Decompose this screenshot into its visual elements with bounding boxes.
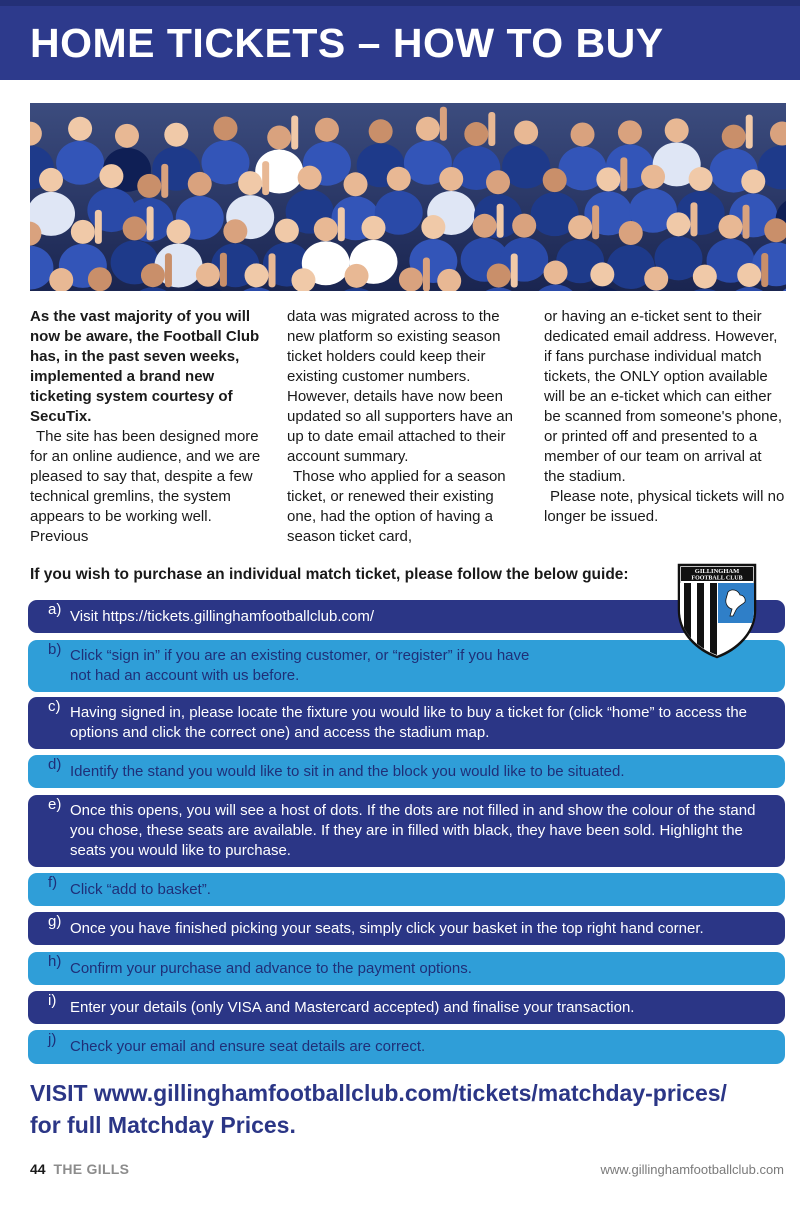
step-letter: h) xyxy=(48,953,62,970)
guide-step-a xyxy=(28,600,785,633)
step-text: Click “add to basket”. xyxy=(70,880,211,898)
guide-step-g xyxy=(28,912,785,945)
guide-step-d xyxy=(28,755,785,788)
article-paragraph: or having an e-ticket sent to their dedicated email address. However, if fans purchase individual match tickets, the ONLY option available will be an e-ticket which can either be scanned from someone's phone, or printed off and presented to a member of our team on arrival at the stadium. xyxy=(544,308,783,485)
step-text: Click “sign in” if you are an existing customer, or “register” if you have not had an account with us before. xyxy=(70,647,530,684)
crest-line-1: GILLINGHAM xyxy=(694,568,740,575)
crowd-photo-image xyxy=(30,103,786,291)
step-text: Enter your details (only VISA and Mastercard accepted) and finalise your transaction. xyxy=(70,998,635,1016)
crest-line-2: FOOTBALL CLUB xyxy=(691,575,743,582)
article-paragraph: Please note, physical tickets will no longer be issued. xyxy=(544,488,785,525)
step-text: Check your email and ensure seat details are correct. xyxy=(70,1038,426,1055)
article-column-3 xyxy=(544,307,786,527)
article-lead: As the vast majority of you will now be aware, the Football Club has, in the past seven weeks, implemented a brand new ticketing system courtesy of SecuTix. xyxy=(30,308,260,425)
visit-subline: for full Matchday Prices. xyxy=(30,1112,296,1138)
step-text: Having signed in, please locate the fixture you would like to buy a ticket for (click “home” to access the options and click the correct one) and access the stadium map. xyxy=(70,704,747,741)
footer-website[interactable]: www.gillinghamfootballclub.com xyxy=(600,1162,784,1177)
page-number: 44 xyxy=(30,1161,46,1177)
article-paragraph: Those who applied for a season ticket, or renewed their existing one, had the option of having a season ticket card, xyxy=(287,468,506,545)
article-column-2 xyxy=(287,307,527,547)
step-text: Identify the stand you would like to sit in and the block you would like to be situated. xyxy=(70,762,625,780)
article-column-1 xyxy=(30,307,270,547)
guide-step-f xyxy=(28,873,785,906)
guide-step-i xyxy=(28,991,785,1024)
guide-intro: If you wish to purchase an individual match ticket, please follow the below guide: xyxy=(30,566,629,583)
step-text: Confirm your purchase and advance to the payment options. xyxy=(70,959,472,977)
step-letter: j) xyxy=(48,1031,57,1048)
step-letter: d) xyxy=(48,756,62,773)
page-title: HOME TICKETS – HOW TO BUY xyxy=(30,20,664,66)
visit-banner xyxy=(30,1077,770,1141)
step-letter: e) xyxy=(48,796,62,813)
step-text[interactable]: Visit https://tickets.gillinghamfootballclub.com/ xyxy=(70,607,375,625)
step-letter: g) xyxy=(48,913,62,930)
step-letter: f) xyxy=(48,874,58,891)
article-paragraph: The site has been designed more for an online audience, and we are pleased to say that, despite a few technical gremlins, the system appears to be working well. Previous xyxy=(30,428,261,545)
step-text: Once you have finished picking your seats, simply click your basket in the top right hand corner. xyxy=(70,919,704,937)
magazine-name: THE GILLS xyxy=(53,1161,130,1177)
crowd-photo xyxy=(30,103,786,291)
step-letter: c) xyxy=(48,698,61,715)
article-paragraph: data was migrated across to the new platform so existing season ticket holders could keep their existing customer numbers. However, details have now been updated so all supporters have an up to date email attached to their account summary. xyxy=(287,308,513,465)
club-crest xyxy=(676,562,758,660)
visit-link[interactable]: VISIT www.gillinghamfootballclub.com/tickets/matchday-prices/ xyxy=(30,1080,727,1106)
guide-step-h xyxy=(28,952,785,985)
footer-page-label xyxy=(30,1161,129,1177)
step-text: Once this opens, you will see a host of dots. If the dots are not filled in and show the colour of the stand you chose, these seats are available. If they are in filled with black, they have been sold. Highlight the seats you would like to purchase. xyxy=(70,802,756,859)
club-crest-logo xyxy=(676,562,758,660)
step-letter: a) xyxy=(48,601,62,618)
step-letter: b) xyxy=(48,641,62,658)
guide-step-c xyxy=(28,697,785,749)
guide-step-b xyxy=(28,640,785,692)
guide-step-e xyxy=(28,795,785,867)
guide-step-j xyxy=(28,1030,785,1064)
page-header xyxy=(0,0,800,80)
step-letter: i) xyxy=(48,992,57,1009)
